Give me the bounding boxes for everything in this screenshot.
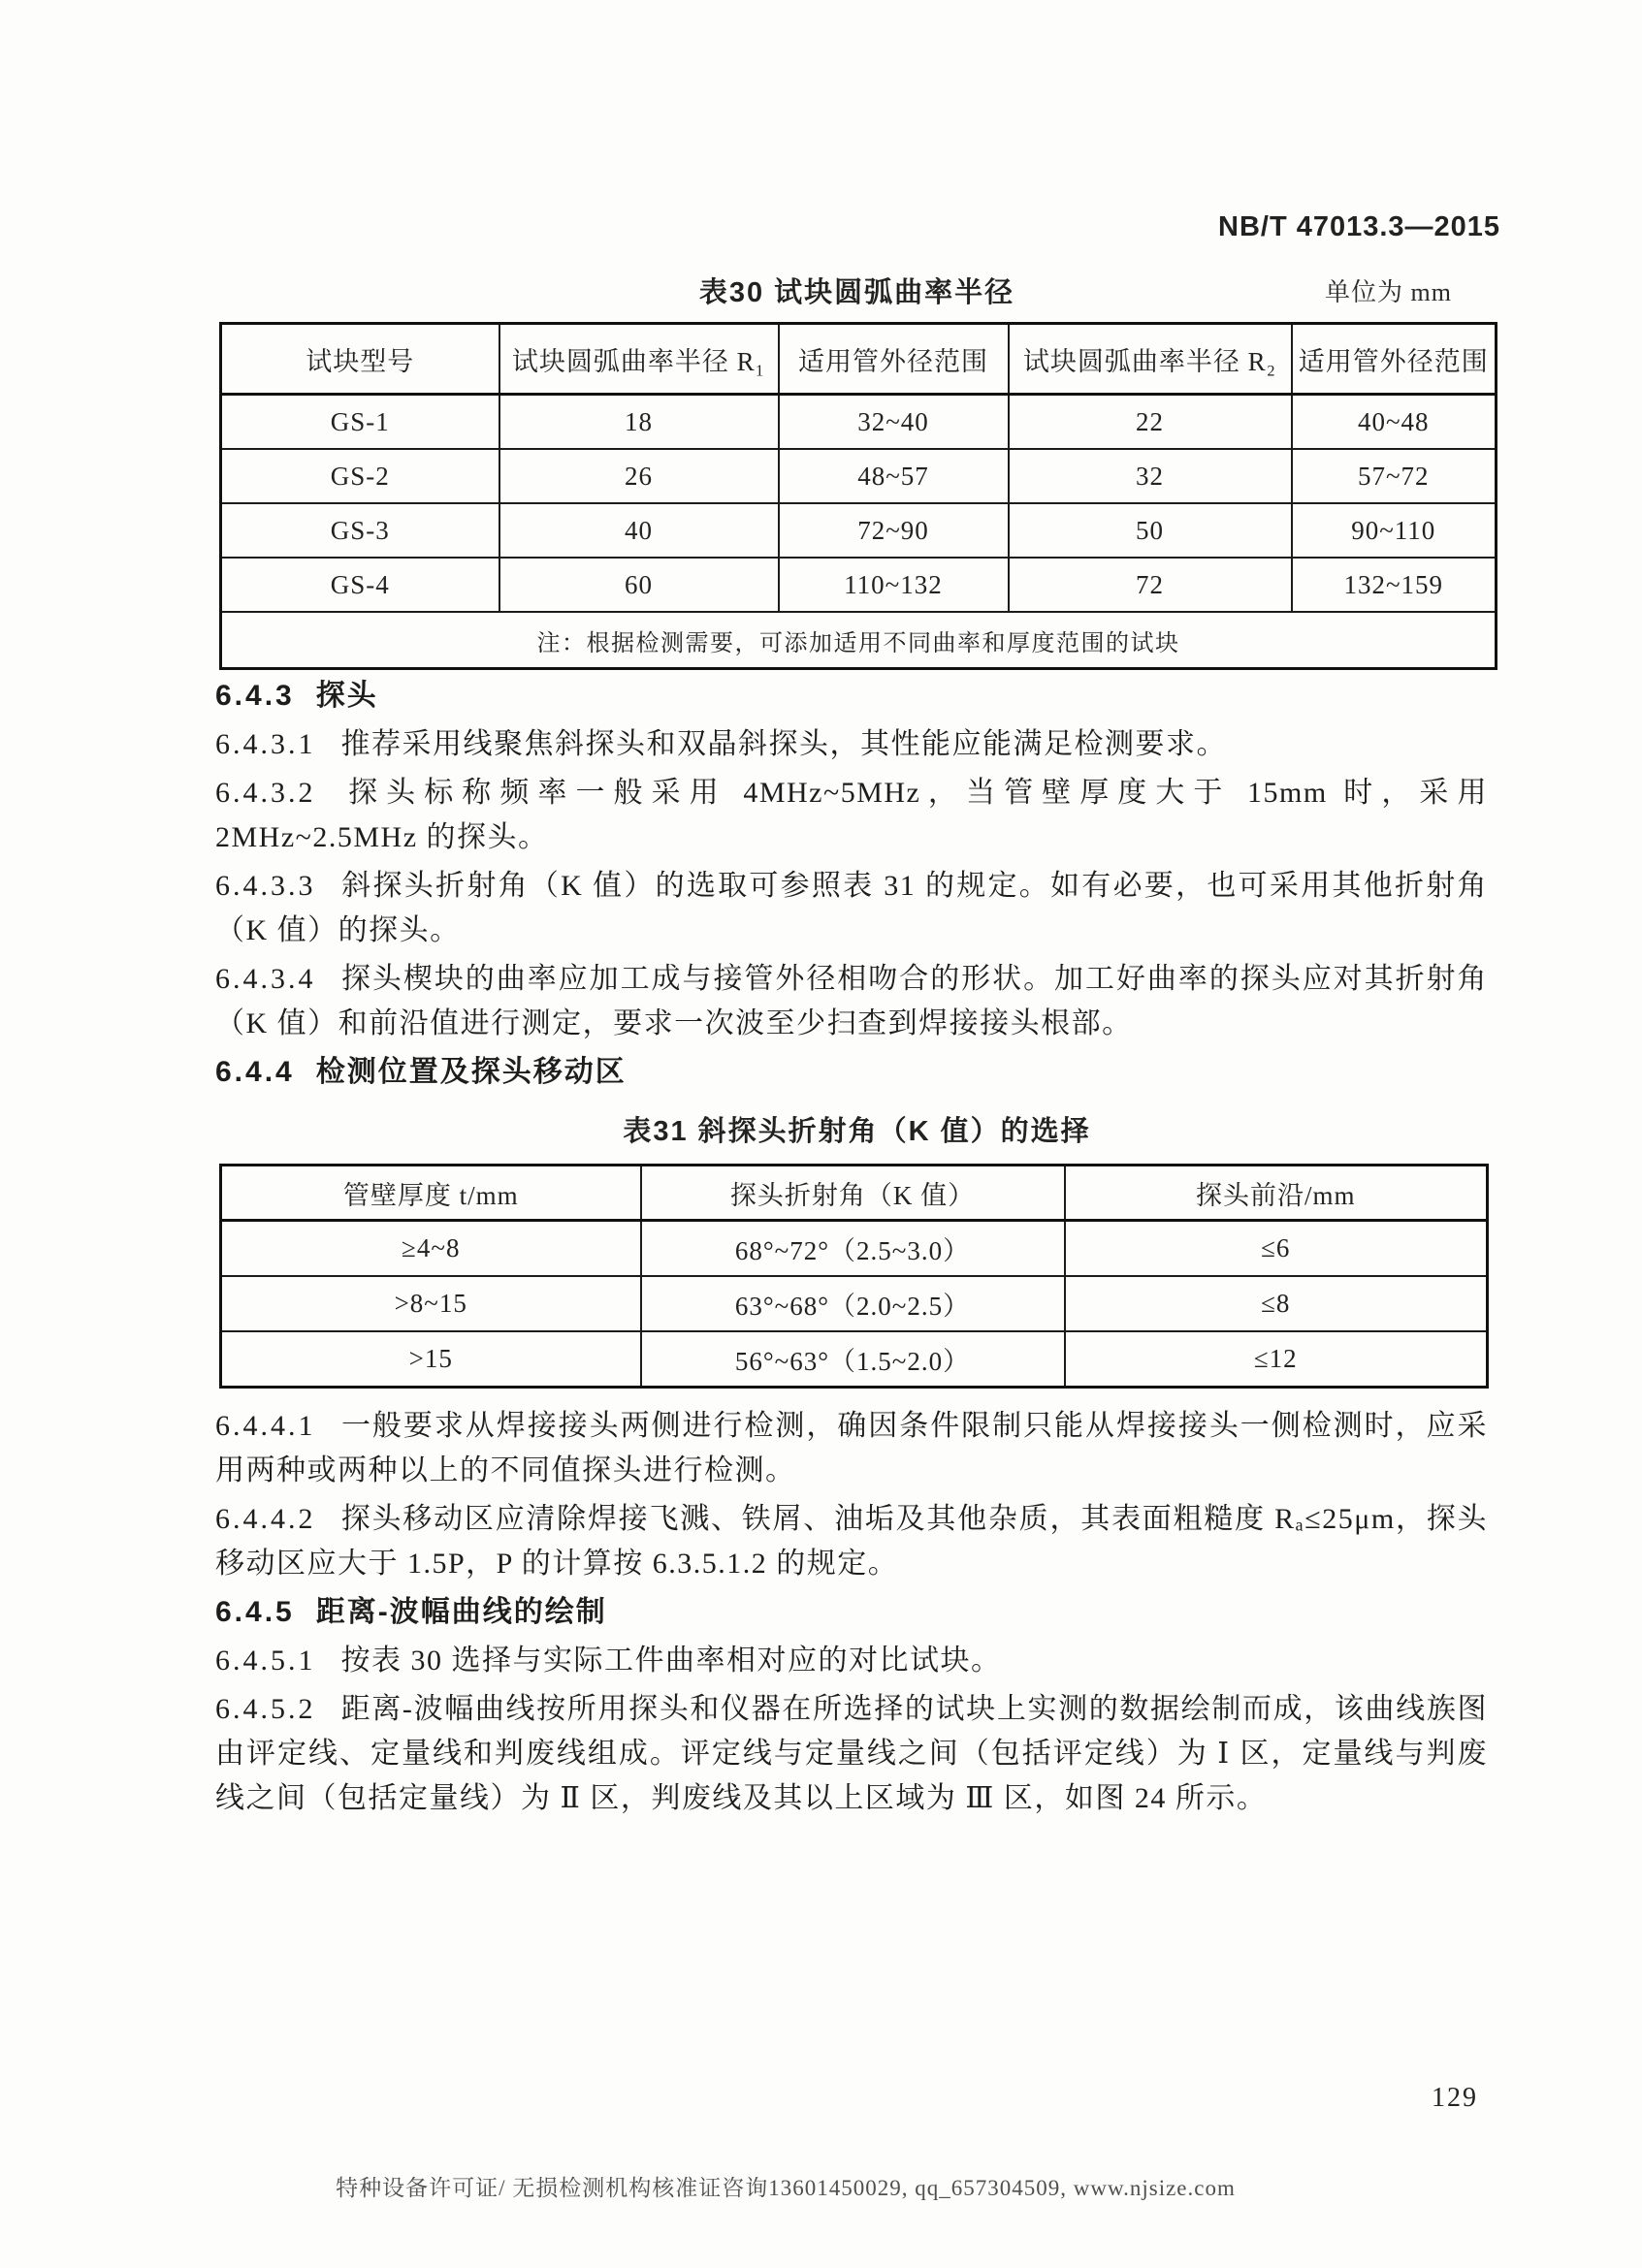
page-number: 129 bbox=[1432, 2083, 1478, 2113]
clause-6-4-5-1 bbox=[215, 1639, 1488, 1683]
table-30-row bbox=[221, 395, 1497, 450]
clause-number: 6.4.3 bbox=[215, 680, 295, 712]
clause-text: 距离-波幅曲线的绘制 bbox=[315, 1596, 607, 1628]
clause-6-4-3-3 bbox=[215, 864, 1488, 953]
table-cell: 60 bbox=[499, 558, 779, 612]
table-31-header-cell: 管壁厚度 t/mm bbox=[221, 1166, 641, 1221]
clause-6-4-3-4 bbox=[215, 957, 1488, 1046]
table-cell: 68°~72°（2.5~3.0） bbox=[641, 1221, 1065, 1277]
table-30 bbox=[219, 322, 1497, 670]
table-cell: GS-3 bbox=[221, 503, 499, 558]
table-30-header-cell: 适用管外径范围 bbox=[1292, 324, 1497, 395]
table-30-header-cell: 试块圆弧曲率半径 R₁ bbox=[499, 324, 779, 395]
clause-number: 6.4.3.2 bbox=[215, 777, 316, 809]
clause-text: 一般要求从焊接接头两侧进行检测，确因条件限制只能从焊接接头一侧检测时，应采用两种或两种以上的不同值探头进行检测。 bbox=[215, 1410, 1488, 1486]
table-30-note: 注：根据检测需要，可添加适用不同曲率和厚度范围的试块 bbox=[221, 612, 1497, 669]
table-30-caption-row bbox=[219, 271, 1495, 310]
table-cell: 48~57 bbox=[779, 449, 1009, 503]
clause-number: 6.4.3.3 bbox=[215, 870, 316, 902]
table-cell: 56°~63°（1.5~2.0） bbox=[641, 1331, 1065, 1388]
clause-6-4-3-2 bbox=[215, 771, 1488, 860]
table-cell: GS-4 bbox=[221, 558, 499, 612]
clause-heading-6-4-3 bbox=[215, 674, 1488, 719]
clause-text: 推荐采用线聚焦斜探头和双晶斜探头，其性能应能满足检测要求。 bbox=[340, 728, 1227, 760]
table-cell: 90~110 bbox=[1292, 503, 1497, 558]
clause-6-4-5-2 bbox=[215, 1687, 1488, 1821]
table-31-caption: 表31 斜探头折射角（K 值）的选择 bbox=[623, 1116, 1091, 1147]
clause-number: 6.4.4.1 bbox=[215, 1410, 316, 1442]
table-cell: 72 bbox=[1009, 558, 1292, 612]
table-31-row bbox=[221, 1276, 1488, 1331]
clause-number: 6.4.3.4 bbox=[215, 963, 316, 995]
clause-text: 探头移动区应清除焊接飞溅、铁屑、油垢及其他杂质，其表面粗糙度 Rₐ≤25μm，探头移动区应大于 1.5P，P 的计算按 6.3.5.1.2 的规定。 bbox=[215, 1503, 1488, 1580]
clause-6-4-4-1 bbox=[215, 1404, 1488, 1493]
standard-code-header: NB/T 47013.3—2015 bbox=[1218, 211, 1501, 242]
clause-number: 6.4.4 bbox=[215, 1056, 295, 1088]
table-30-note-row bbox=[221, 612, 1497, 669]
clause-text: 探头楔块的曲率应加工成与接管外径相吻合的形状。加工好曲率的探头应对其折射角（K 值）和前沿值进行测定，要求一次波至少扫查到焊接接头根部。 bbox=[215, 963, 1488, 1039]
table-cell: ≤12 bbox=[1065, 1331, 1488, 1388]
table-30-row bbox=[221, 503, 1497, 558]
table-cell: 40 bbox=[499, 503, 779, 558]
table-cell: ≤8 bbox=[1065, 1276, 1488, 1331]
table-cell: 18 bbox=[499, 395, 779, 450]
table-31-caption-row bbox=[219, 1109, 1495, 1149]
clause-6-4-3-1 bbox=[215, 722, 1488, 767]
table-cell: >15 bbox=[221, 1331, 641, 1388]
table-cell: ≥4~8 bbox=[221, 1221, 641, 1277]
table-31-header-row bbox=[221, 1166, 1488, 1221]
table-30-header-cell: 试块型号 bbox=[221, 324, 499, 395]
table-cell: 32~40 bbox=[779, 395, 1009, 450]
clause-heading-6-4-5 bbox=[215, 1590, 1488, 1635]
table-30-row bbox=[221, 558, 1497, 612]
table-31-header-cell: 探头折射角（K 值） bbox=[641, 1166, 1065, 1221]
table-cell: 57~72 bbox=[1292, 449, 1497, 503]
clauses-section-1 bbox=[215, 674, 1488, 1095]
clauses-section-2 bbox=[215, 1404, 1488, 1821]
table-31-row bbox=[221, 1331, 1488, 1388]
table-cell: 26 bbox=[499, 449, 779, 503]
table-30-unit-label: 单位为 mm bbox=[1325, 278, 1452, 306]
table-cell: 132~159 bbox=[1292, 558, 1497, 612]
table-31 bbox=[219, 1164, 1489, 1389]
table-cell: >8~15 bbox=[221, 1276, 641, 1331]
table-30-header-row bbox=[221, 324, 1497, 395]
table-cell: 32 bbox=[1009, 449, 1292, 503]
table-cell: ≤6 bbox=[1065, 1221, 1488, 1277]
clause-number: 6.4.4.2 bbox=[215, 1503, 316, 1535]
clause-text: 探头 bbox=[315, 680, 378, 712]
table-cell: 50 bbox=[1009, 503, 1292, 558]
table-cell: 110~132 bbox=[779, 558, 1009, 612]
table-cell: 72~90 bbox=[779, 503, 1009, 558]
clause-heading-6-4-4 bbox=[215, 1050, 1488, 1095]
clause-number: 6.4.3.1 bbox=[215, 728, 316, 760]
clause-text: 斜探头折射角（K 值）的选取可参照表 31 的规定。如有必要，也可采用其他折射角（K 值）的探头。 bbox=[215, 870, 1488, 946]
clause-number: 6.4.5.2 bbox=[215, 1693, 316, 1725]
clause-6-4-4-2 bbox=[215, 1497, 1488, 1586]
table-cell: 40~48 bbox=[1292, 395, 1497, 450]
table-30-header-cell: 适用管外径范围 bbox=[779, 324, 1009, 395]
clause-number: 6.4.5 bbox=[215, 1596, 295, 1628]
table-cell: GS-2 bbox=[221, 449, 499, 503]
table-cell: 63°~68°（2.0~2.5） bbox=[641, 1276, 1065, 1331]
table-30-row bbox=[221, 449, 1497, 503]
clause-text: 检测位置及探头移动区 bbox=[315, 1056, 627, 1088]
table-31-row bbox=[221, 1221, 1488, 1277]
clause-text: 探头标称频率一般采用 4MHz~5MHz，当管壁厚度大于 15mm 时，采用 2MHz~2.5MHz 的探头。 bbox=[215, 777, 1488, 853]
clause-number: 6.4.5.1 bbox=[215, 1645, 316, 1677]
table-cell: GS-1 bbox=[221, 395, 499, 450]
table-31-header-cell: 探头前沿/mm bbox=[1065, 1166, 1488, 1221]
table-cell: 22 bbox=[1009, 395, 1292, 450]
footer-watermark-text: 特种设备许可证/ 无损检测机构核准证咨询13601450029, qq_657304509, www.njsize.com bbox=[336, 2176, 1236, 2200]
clause-text: 距离-波幅曲线按所用探头和仪器在所选择的试块上实测的数据绘制而成，该曲线族图由评定线、定量线和判废线组成。评定线与定量线之间（包括评定线）为 Ⅰ 区，定量线与判废线之间（包括定量线）为 Ⅱ 区，判废线及其以上区域为 Ⅲ 区，如图 24 所示。 bbox=[215, 1693, 1488, 1814]
table-30-caption: 表30 试块圆弧曲率半径 bbox=[698, 277, 1015, 308]
table-30-header-cell: 试块圆弧曲率半径 R₂ bbox=[1009, 324, 1292, 395]
clause-text: 按表 30 选择与实际工件曲率相对应的对比试块。 bbox=[340, 1645, 1002, 1677]
